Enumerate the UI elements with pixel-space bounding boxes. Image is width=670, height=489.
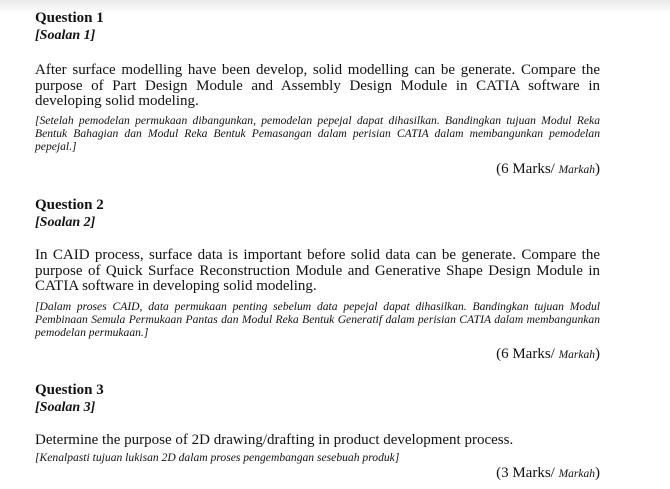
marks-malay-label: Markah bbox=[558, 468, 595, 480]
question-2-english-text: In CAID process, surface data is important before solid data can be generate. Compare the purpose of Quick Surface Reconstruction Module and Generative Shape Design Module in CATIA software in developing solid modeling. bbox=[35, 247, 600, 294]
question-2-heading: Question 2 bbox=[35, 197, 104, 213]
question-1-malay-text: [Setelah pemodelan permukaan dibangunkan, pemodelan pepejal dapat dihasilkan. Bandingkan tujuan Modul Reka Bentuk Bahagian dan Modul Reka Bentuk Pemasangan dalam perisian CATIA dalam membangunkan pemodelan pepejal.] bbox=[35, 114, 600, 153]
marks-close: ) bbox=[595, 346, 600, 362]
question-3-heading: Question 3 bbox=[35, 382, 104, 398]
marks-malay-label: Markah bbox=[558, 349, 595, 361]
question-2-marks bbox=[496, 346, 600, 364]
question-1-marks bbox=[496, 161, 600, 179]
question-3-english-text: Determine the purpose of 2D drawing/drafting in product development process. bbox=[35, 432, 514, 448]
question-2-malay-text: [Dalam proses CAID, data permukaan penting sebelum data pepejal dapat dihasilkan. Bandingkan tujuan Modul Pembinaan Semula Permukaan Pantas dan Modul Reka Bentuk Generatif dalam perisian CATIA dalam membangunkan pemodelan permukaan.] bbox=[35, 300, 600, 339]
question-1-soalan: [Soalan 1] bbox=[35, 28, 96, 43]
marks-label: (3 Marks/ bbox=[496, 465, 559, 481]
question-1-heading: Question 1 bbox=[35, 10, 104, 26]
marks-label: (6 Marks/ bbox=[496, 346, 559, 362]
marks-close: ) bbox=[595, 465, 600, 481]
marks-label: (6 Marks/ bbox=[496, 161, 559, 177]
marks-close: ) bbox=[595, 161, 600, 177]
question-2-soalan: [Soalan 2] bbox=[35, 215, 96, 230]
question-3-soalan: [Soalan 3] bbox=[35, 400, 96, 415]
question-3-marks bbox=[496, 465, 600, 483]
marks-malay-label: Markah bbox=[558, 164, 595, 176]
question-3-malay-text: [Kenalpasti tujuan lukisan 2D dalam proses pengembangan sesebuah produk] bbox=[35, 451, 400, 464]
question-1-english-text: After surface modelling have been develop, solid modelling can be generate. Compare the purpose of Part Design Module and Assembly Design Module in CATIA software in developing solid modeling. bbox=[35, 62, 600, 109]
